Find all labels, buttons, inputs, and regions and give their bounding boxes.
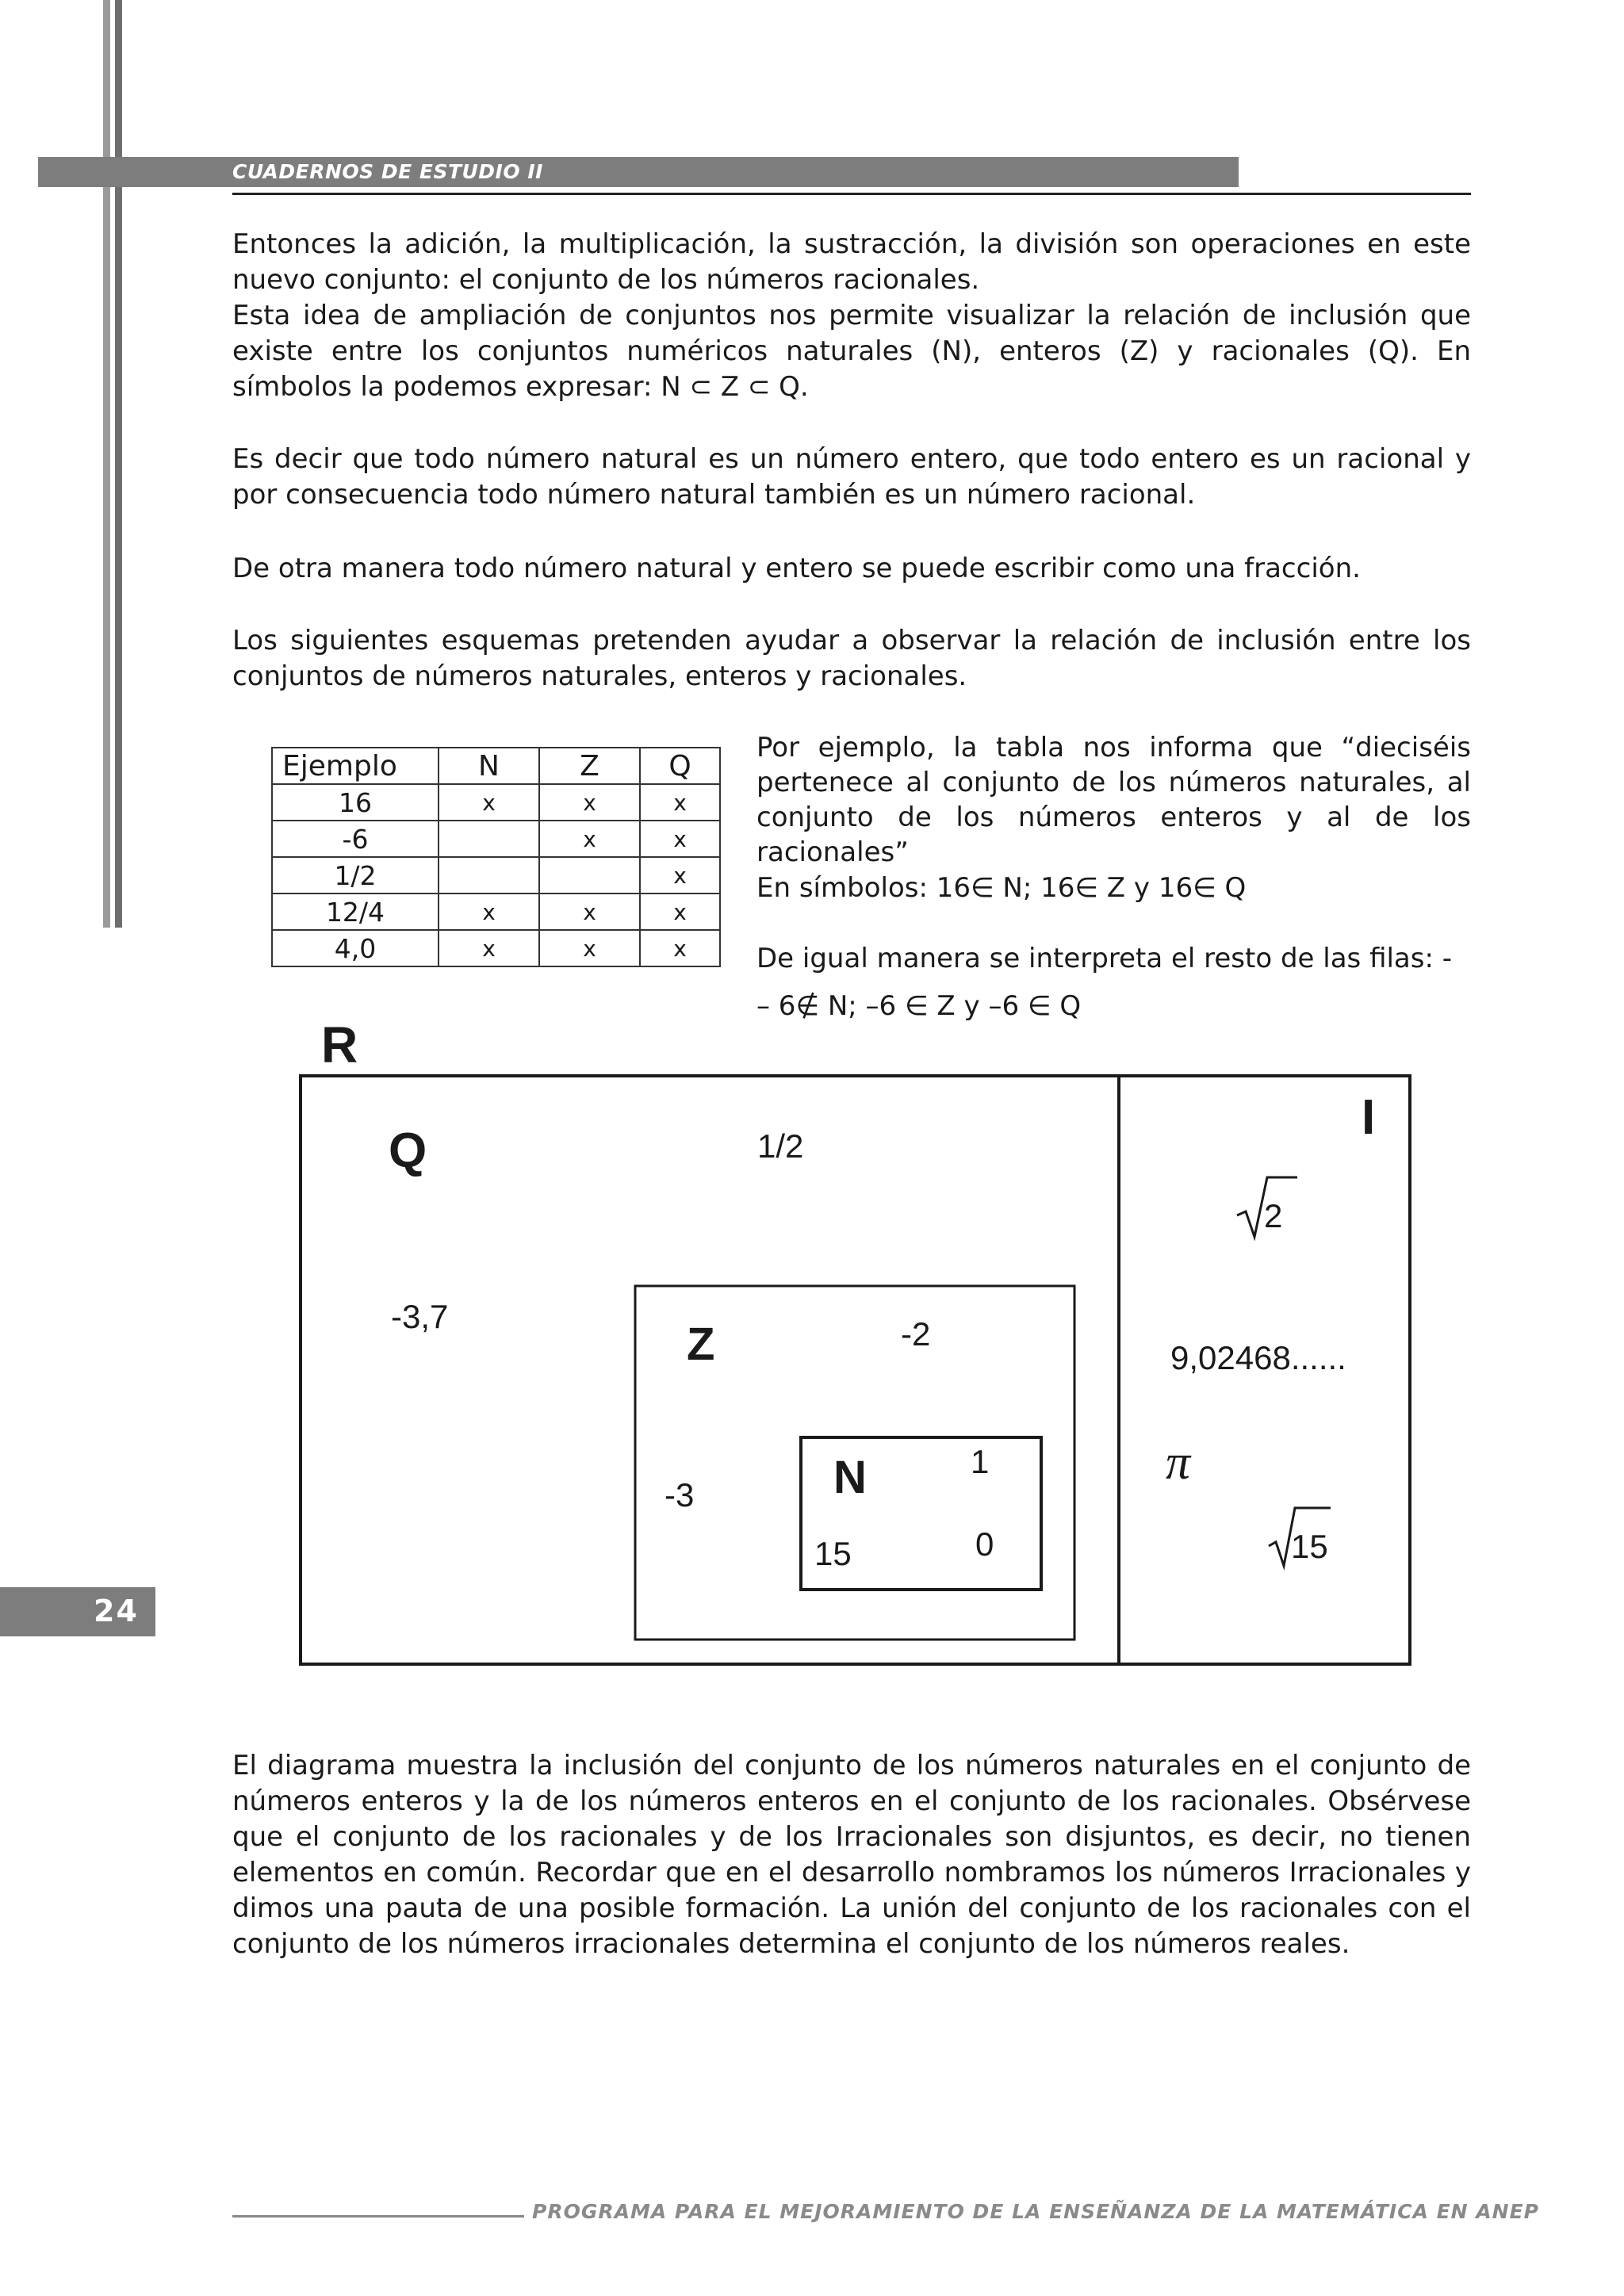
element-pi: π <box>1166 1436 1191 1490</box>
table-cell: x <box>539 930 640 966</box>
table-cell: x <box>539 894 640 930</box>
table-cell: x <box>640 821 720 857</box>
table-cell: -6 <box>272 821 439 857</box>
element-decimal: 9,02468...... <box>1170 1339 1346 1376</box>
table-cell: 16 <box>272 784 439 821</box>
set-label-Z: Z <box>687 1318 715 1370</box>
table-cell: 12/4 <box>272 894 439 930</box>
element-one-half: 1/2 <box>757 1127 804 1165</box>
page-number: 24 <box>94 1594 139 1628</box>
symbols-line: En símbolos: 16∈ N; 16∈ Z y 16∈ Q <box>756 872 1247 904</box>
set-label-I: I <box>1362 1090 1376 1145</box>
paragraph-1: Entonces la adición, la multiplicación, la sustracción, la división son operaciones en este nuevo conjunto: el conjunto de los números racionales. <box>232 228 1471 296</box>
minus-six-membership: – 6∉ N; –6 ∈ Z y –6 ∈ Q <box>756 990 1082 1022</box>
table-cell: 4,0 <box>272 930 439 966</box>
element-sqrt-15: 15 <box>1291 1528 1328 1565</box>
paragraph-3: Es decir que todo número natural es un número entero, que todo entero es un racional y por consecuencia todo número natural también es un número racional. <box>232 443 1471 511</box>
table-header: Z <box>539 748 640 784</box>
paragraph-5: Los siguientes esquemas pretenden ayudar a observar la relación de inclusión entre los conjuntos de números naturales, enteros y racionales. <box>232 625 1471 692</box>
table-cell: x <box>439 930 539 966</box>
header-title: CUADERNOS DE ESTUDIO II <box>232 160 543 183</box>
element-minus-2: -2 <box>901 1315 931 1353</box>
footer-title: PROGRAMA PARA EL MEJORAMIENTO DE LA ENSEÑANZA DE LA MATEMÁTICA EN ANEP <box>532 2200 1539 2223</box>
paragraph-2: Esta idea de ampliación de conjuntos nos permite visualizar la relación de inclusión que existe entre los conjuntos numéricos naturales (N), enteros (Z) y racionales (Q). En símbolos la podemos expresar: N ⊂ Z ⊂ Q. <box>232 300 1471 403</box>
table-cell: x <box>439 784 539 821</box>
element-one: 1 <box>971 1443 990 1480</box>
diagram-explanation: El diagrama muestra la inclusión del conjunto de los números naturales en el conjunto de números enteros y la de los números enteros en el conjunto de los racionales. Obsérvese que el conjunto de los racionales y de los Irracionales son disjuntos, es decir, no tienen elementos en común. Recordar que en el desarrollo nombramos los números Irracionales y dimos una pauta de una posible formación. La unión del conjunto de los racionales con el conjunto de los números irracionales determina el conjunto de los números reales. <box>232 1750 1471 1960</box>
table-explanation: Por ejemplo, la tabla nos informa que “dieciséis pertenece al conjunto de los números naturales, al conjunto de los números enteros y al de los racionales” <box>756 732 1471 868</box>
table-cell: x <box>640 930 720 966</box>
footer-rule <box>232 2215 524 2218</box>
table-cell: x <box>539 821 640 857</box>
element-sqrt-2: 2 <box>1264 1197 1283 1234</box>
rest-of-rows-line: De igual manera se interpreta el resto de las filas: - <box>756 943 1453 974</box>
table-cell: x <box>539 784 640 821</box>
element-minus-3-7: -3,7 <box>391 1298 449 1335</box>
table-header: Ejemplo <box>272 748 439 784</box>
set-label-N: N <box>833 1452 867 1503</box>
table-cell: x <box>640 784 720 821</box>
set-label-Q: Q <box>389 1123 427 1178</box>
table-cell: x <box>640 894 720 930</box>
table-cell: 1/2 <box>272 857 439 894</box>
table-header: Q <box>640 748 720 784</box>
element-zero: 0 <box>975 1525 994 1563</box>
paragraph-4: De otra manera todo número natural y entero se puede escribir como una fracción. <box>232 553 1361 584</box>
table-cell: x <box>640 857 720 894</box>
table-header: N <box>439 748 539 784</box>
table-cell: x <box>439 894 539 930</box>
element-minus-3: -3 <box>665 1476 695 1513</box>
element-fifteen: 15 <box>814 1535 852 1572</box>
set-label-R: R <box>321 1016 358 1073</box>
